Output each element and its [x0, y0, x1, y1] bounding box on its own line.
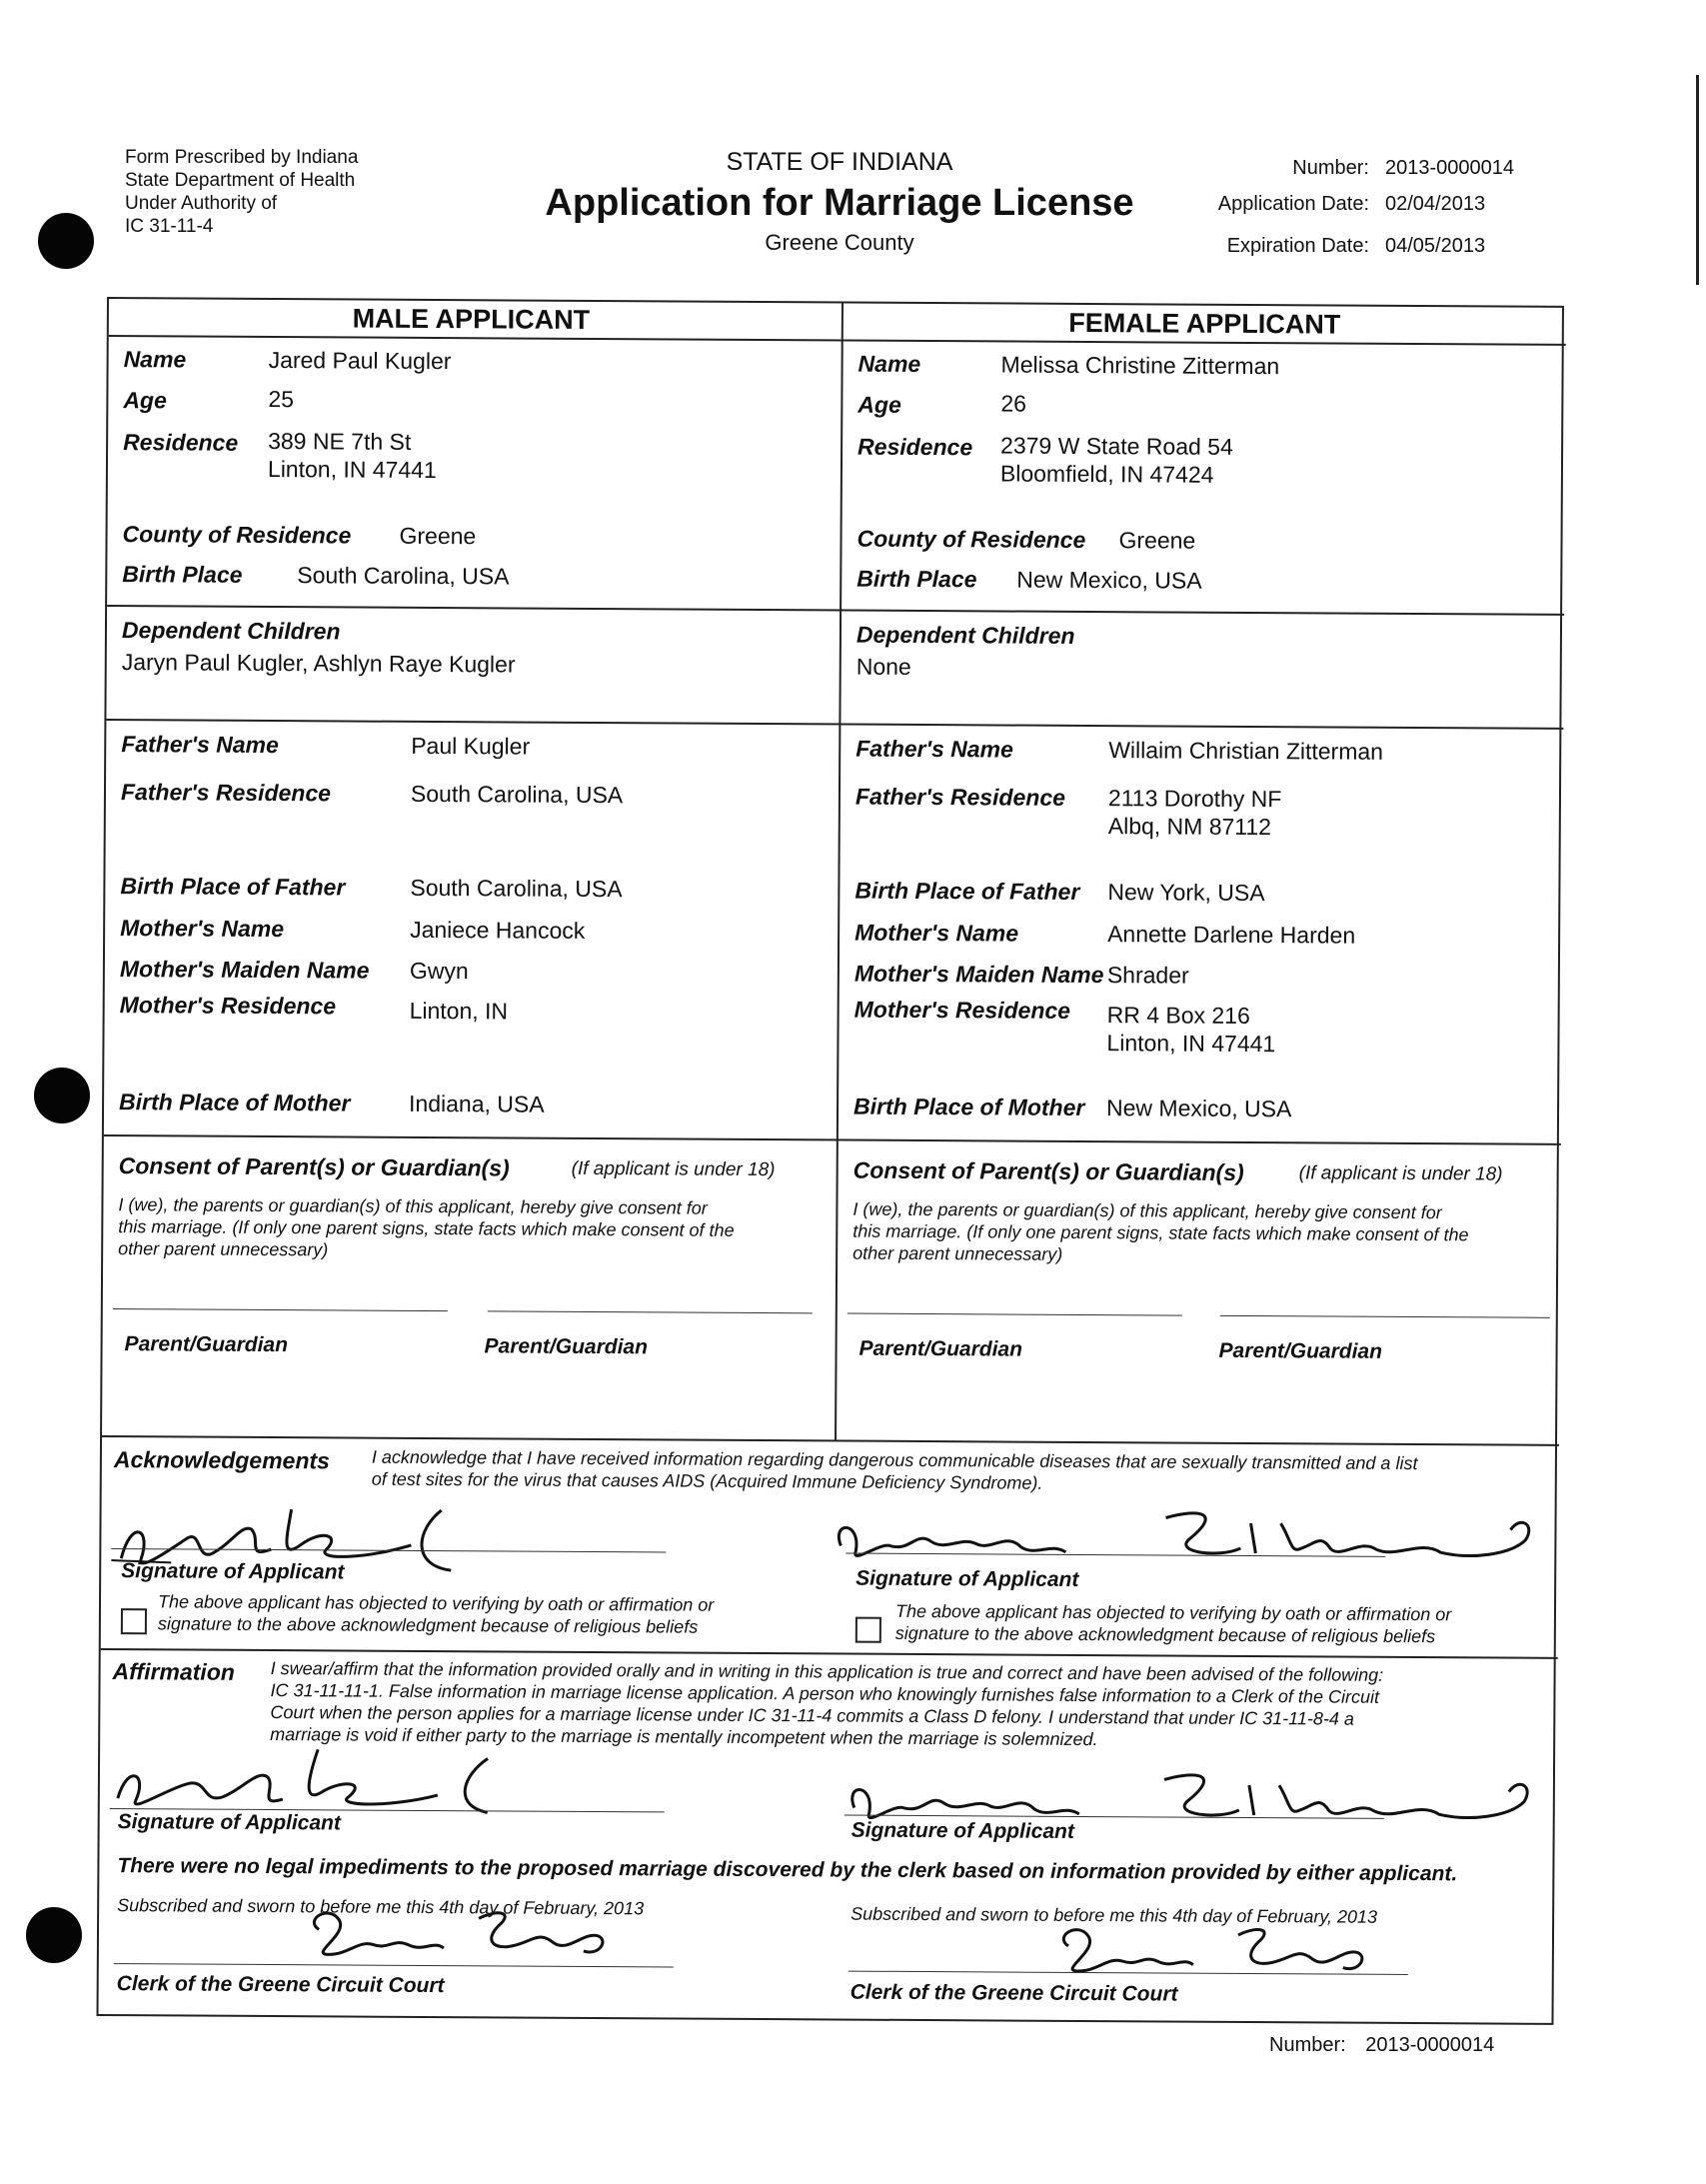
male-birth-place-label: Birth Place: [122, 561, 243, 588]
consent-text-line: other parent unnecessary): [118, 1238, 329, 1260]
female-mothers-maiden-name-label: Mother's Maiden Name: [853, 960, 1104, 989]
male-religious-objection-checkbox[interactable]: [121, 1608, 147, 1634]
female-consent-text: [853, 1198, 1469, 1268]
male-consent-text: [118, 1193, 735, 1263]
male-clerk-signature: [299, 1899, 619, 1971]
female-fathers-name-label: Father's Name: [855, 735, 1013, 763]
state-heading: STATE OF INDIANA: [726, 148, 953, 176]
female-age-label: Age: [857, 391, 901, 418]
male-parent-guardian-label-1: Parent/Guardian: [124, 1332, 289, 1357]
male-parent-signature-line-1: [113, 1308, 448, 1311]
female-fathers-residence-line1: 2113 Dorothy NF: [1107, 785, 1282, 813]
female-name-label: Name: [857, 350, 921, 377]
female-religious-objection-checkbox[interactable]: [855, 1617, 881, 1643]
male-residence-label: Residence: [123, 429, 239, 456]
female-affirmation-signature-label: Signature of Applicant: [851, 1818, 1074, 1843]
acknowledgements-text-line: of test sites for the virus that causes AIDS (Acquired Immune Deficiency Syndrome).: [371, 1468, 1043, 1493]
female-mothers-maiden-name-value: Shrader: [1106, 962, 1189, 989]
authority-line: Under Authority of: [125, 193, 278, 214]
punch-hole-middle: [34, 1068, 90, 1123]
female-dependent-children-value: None: [855, 653, 911, 680]
consent-text-line: other parent unnecessary): [853, 1242, 1063, 1264]
affirmation-text-line: I swear/affirm that the information provided orally and in writing in this application is true and correct and have been advised of the following:: [270, 1658, 1384, 1685]
page-title: Application for Marriage License: [545, 182, 1134, 224]
male-county-label: County of Residence: [122, 521, 352, 549]
female-dependent-children-label: Dependent Children: [855, 621, 1075, 649]
county-heading: Greene County: [765, 230, 914, 255]
female-applicant-heading: FEMALE APPLICANT: [1068, 307, 1341, 340]
female-residence-label: Residence: [857, 433, 973, 461]
female-birth-place-of-father-value: New York, USA: [1107, 879, 1265, 907]
female-county-label: County of Residence: [856, 525, 1086, 553]
male-fathers-residence-line1: South Carolina, USA: [410, 780, 624, 809]
female-residence-line2: Bloomfield, IN 47424: [999, 460, 1214, 488]
male-age-value: 25: [268, 385, 295, 413]
male-religious-objection-text: [158, 1590, 715, 1637]
male-age-label: Age: [123, 387, 167, 414]
acknowledgements-text: [372, 1446, 1418, 1496]
female-fathers-name-value: Willaim Christian Zitterman: [1108, 737, 1384, 765]
female-consent-title: Consent of Parent(s) or Guardian(s): [853, 1156, 1244, 1185]
male-birth-place-of-father-value: South Carolina, USA: [410, 874, 623, 903]
male-fathers-name-label: Father's Name: [121, 731, 279, 759]
affirmation-text: [270, 1657, 1383, 1752]
form-authority: [125, 146, 358, 238]
male-consent-title: Consent of Parent(s) or Guardian(s): [118, 1152, 510, 1181]
footer-number-label: Number:: [1269, 2034, 1346, 2056]
objection-text-line: signature to the above acknowledgment because of religious beliefs: [157, 1613, 699, 1637]
female-mothers-name-value: Annette Darlene Harden: [1107, 921, 1356, 949]
female-mothers-name-label: Mother's Name: [854, 919, 1019, 947]
female-birth-place-label: Birth Place: [856, 565, 977, 593]
no-impediments-statement: There were no legal impediments to the proposed marriage discovered by the clerk based on information provided by either applicant.: [117, 1854, 1458, 1886]
male-name-value: Jared Paul Kugler: [268, 346, 452, 375]
objection-text-line: signature to the above acknowledgment because of religious beliefs: [894, 1622, 1436, 1647]
male-parent-signature-line-2: [488, 1310, 813, 1313]
female-residence-line1: 2379 W State Road 54: [1000, 432, 1233, 460]
female-county-value: Greene: [1118, 527, 1196, 554]
male-sworn-text: Subscribed and sworn to before me this 4th day of February, 2013: [117, 1895, 645, 1919]
female-sworn-text: Subscribed and sworn to before me this 4th day of February, 2013: [851, 1903, 1378, 1927]
female-birth-place-of-father-label: Birth Place of Father: [854, 877, 1080, 905]
female-acknowledgement-signature-label: Signature of Applicant: [855, 1566, 1079, 1591]
scan-edge-mark: [1696, 75, 1699, 285]
consent-text-line: I (we), the parents or guardian(s) of this applicant, hereby give consent for: [118, 1194, 708, 1218]
male-clerk-label: Clerk of the Greene Circuit Court: [116, 1972, 445, 1998]
female-age-value: 26: [1000, 390, 1027, 417]
female-clerk-signature: [1048, 1914, 1388, 1986]
male-dependent-children-value: Jaryn Paul Kugler, Ashlyn Raye Kugler: [121, 649, 516, 678]
female-birth-place-value: New Mexico, USA: [1016, 566, 1202, 594]
male-parent-guardian-label-2: Parent/Guardian: [484, 1334, 649, 1359]
number-label: Number:: [1292, 157, 1369, 179]
male-acknowledgement-signature-label: Signature of Applicant: [121, 1559, 345, 1584]
male-affirmation-signature-label: Signature of Applicant: [117, 1810, 341, 1835]
male-residence-line1: 389 NE 7th St: [268, 427, 412, 455]
affirmation-text-line: marriage is void if either party to the marriage is mentally incompetent when the marriage is solemnized.: [270, 1724, 1098, 1750]
male-birth-place-value: South Carolina, USA: [297, 562, 510, 590]
application-date-value: 02/04/2013: [1385, 193, 1486, 215]
male-mothers-name-label: Mother's Name: [120, 915, 285, 943]
female-parent-signature-line-2: [1220, 1315, 1550, 1318]
male-dependent-children-label: Dependent Children: [121, 617, 341, 645]
consent-text-line: this marriage. (If only one parent signs, state facts which make consent of the: [853, 1220, 1469, 1245]
male-mothers-maiden-name-label: Mother's Maiden Name: [119, 956, 370, 984]
male-birth-place-of-father-label: Birth Place of Father: [120, 873, 346, 901]
female-fathers-residence-label: Father's Residence: [854, 783, 1066, 811]
punch-hole-top: [38, 213, 94, 269]
female-mothers-residence-line2: Linton, IN 47441: [1106, 1030, 1276, 1058]
male-applicant-heading: MALE APPLICANT: [352, 303, 591, 335]
footer-number-value: 2013-0000014: [1365, 2034, 1495, 2056]
male-consent-qualifier: (If applicant is under 18): [571, 1157, 776, 1181]
objection-text-line: The above applicant has objected to verifying by oath or affirmation or: [157, 1591, 715, 1615]
affirmation-title: Affirmation: [112, 1658, 235, 1685]
punch-hole-bottom: [26, 1907, 82, 1963]
affirmation-text-line: Court when the person applies for a marriage license under IC 31-11-4 commits a Class D felony. I understand that under IC 31-11-8-4 a: [270, 1702, 1354, 1729]
male-fathers-residence-label: Father's Residence: [120, 779, 332, 807]
female-parent-signature-line-1: [848, 1313, 1182, 1316]
expiration-date-label: Expiration Date:: [1226, 235, 1369, 257]
consent-text-line: this marriage. (If only one parent signs, state facts which make consent of the: [118, 1216, 735, 1240]
female-birth-place-of-mother-label: Birth Place of Mother: [853, 1092, 1085, 1120]
male-birth-place-of-mother-label: Birth Place of Mother: [119, 1089, 351, 1116]
footer-number: [1269, 2034, 1494, 2057]
authority-line: IC 31-11-4: [125, 216, 214, 237]
authority-line: State Department of Health: [125, 170, 356, 191]
female-fathers-residence-line2: Albq, NM 87112: [1107, 813, 1272, 841]
female-mothers-residence-label: Mother's Residence: [853, 996, 1071, 1024]
male-residence-line2: Linton, IN 47441: [267, 455, 437, 484]
female-birth-place-of-mother-value: New Mexico, USA: [1105, 1094, 1292, 1122]
male-mothers-residence-line1: Linton, IN: [409, 997, 509, 1025]
female-parent-guardian-label-2: Parent/Guardian: [1218, 1338, 1383, 1363]
consent-text-line: I (we), the parents or guardian(s) of this applicant, hereby give consent for: [853, 1198, 1442, 1223]
affirmation-text-line: IC 31-11-11-1. False information in marriage license application. A person who knowingly furnishes false information to a Clerk of the Circuit: [270, 1680, 1380, 1707]
male-mothers-maiden-name-value: Gwyn: [409, 957, 469, 985]
expiration-date-value: 04/05/2013: [1385, 235, 1486, 257]
authority-line: Form Prescribed by Indiana: [125, 147, 359, 168]
number-value: 2013-0000014: [1385, 157, 1515, 179]
female-consent-qualifier: (If applicant is under 18): [1298, 1162, 1503, 1185]
female-parent-guardian-label-1: Parent/Guardian: [858, 1336, 1023, 1361]
male-fathers-name-value: Paul Kugler: [411, 732, 531, 760]
male-birth-place-of-mother-value: Indiana, USA: [408, 1090, 545, 1117]
male-mothers-residence-label: Mother's Residence: [119, 992, 337, 1020]
male-county-value: Greene: [399, 522, 477, 550]
acknowledgements-title: Acknowledgements: [113, 1446, 330, 1474]
application-date-label: Application Date:: [1217, 193, 1369, 215]
female-name-value: Melissa Christine Zitterman: [1000, 351, 1280, 380]
male-mothers-name-value: Janiece Hancock: [410, 916, 586, 944]
female-mothers-residence-line1: RR 4 Box 216: [1106, 1002, 1250, 1030]
application-form: [96, 297, 1563, 2025]
acknowledgements-text-line: I acknowledge that I have received information regarding dangerous communicable diseases that are sexually transmitted and a list: [371, 1446, 1418, 1474]
objection-text-line: The above applicant has objected to verifying by oath or affirmation or: [894, 1600, 1452, 1625]
female-religious-objection-text: [895, 1600, 1452, 1647]
female-clerk-label: Clerk of the Greene Circuit Court: [850, 1980, 1178, 2006]
male-name-label: Name: [123, 346, 187, 373]
